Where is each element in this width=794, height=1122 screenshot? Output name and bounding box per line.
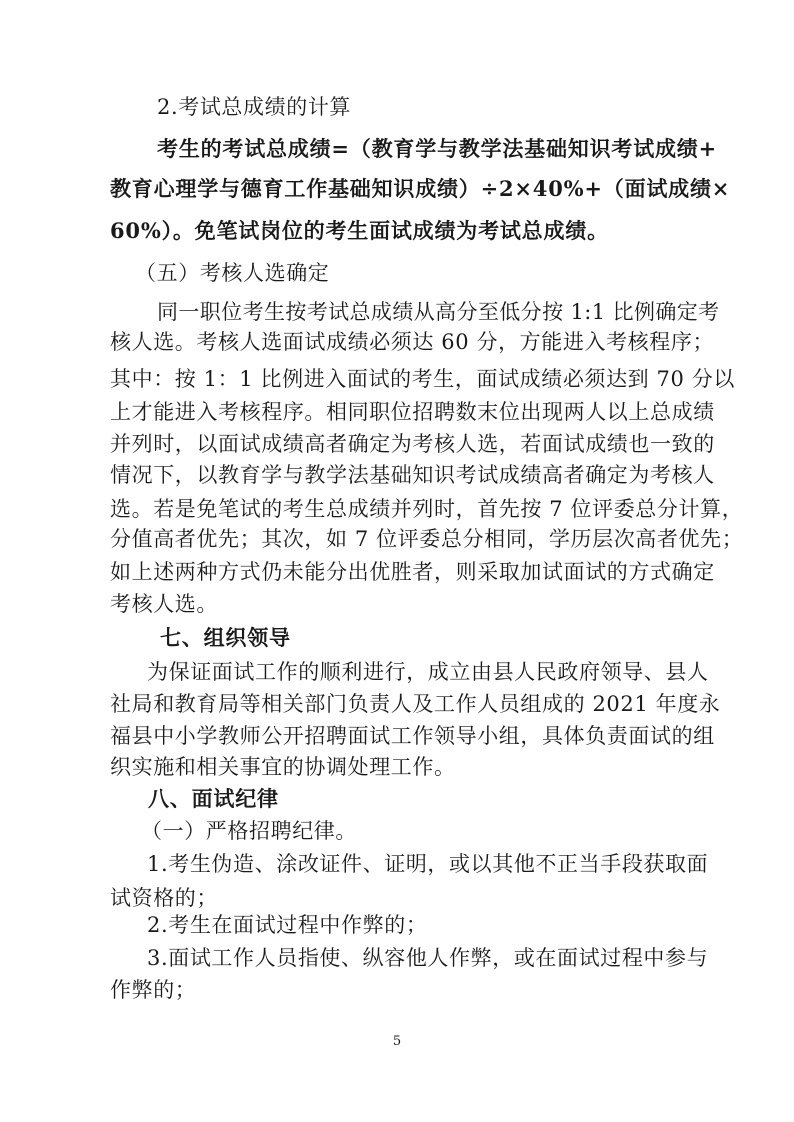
- candidates-line-7: 选。若是免笔试的考生总成绩并列时，首先按 7 位评委总分计算，: [110, 497, 744, 521]
- candidates-line-3: 其中：按 1：1 比例进入面试的考生，面试成绩必须达到 70 分以: [110, 367, 735, 391]
- org-line-4: 织实施和相关事宜的协调处理工作。: [110, 755, 456, 779]
- formula-line-3: 60%）。免笔试岗位的考生面试成绩为考试总成绩。: [110, 218, 609, 243]
- calc-heading: 2.考试总成绩的计算: [157, 95, 352, 119]
- org-line-2: 社局和教育局等相关部门负责人及工作人员组成的 2021 年度永: [110, 692, 721, 716]
- discipline-heading: 八、面试纪律: [148, 786, 279, 811]
- discipline-item-2: 2.考生在面试过程中作弊的；: [147, 913, 428, 937]
- formula-line-1: 考生的考试总成绩=（教育学与教学法基础知识考试成绩+: [157, 136, 717, 161]
- candidates-line-8: 分值高者优先；其次，如 7 位评委总分相同，学历层次高者优先；: [110, 527, 744, 551]
- candidates-line-5: 并列时，以面试成绩高者确定为考核人选，若面试成绩也一致的: [110, 432, 715, 456]
- candidates-line-2: 核人选。考核人选面试成绩必须达 60 分，方能进入考核程序；: [110, 330, 715, 354]
- discipline-item-1: 1.考生伪造、涂改证件、证明，或以其他不正当手段获取面: [147, 852, 709, 876]
- org-heading: 七、组织领导: [160, 625, 291, 650]
- discipline-item-1-cont: 试资格的；: [110, 886, 218, 910]
- org-line-3: 福县中小学教师公开招聘面试工作领导小组，具体负责面试的组: [110, 724, 715, 748]
- candidates-line-1: 同一职位考生按考试总成绩从高分至低分按 1:1 比例确定考: [157, 300, 720, 324]
- formula-line-2: 教育心理学与德育工作基础知识成绩）÷2×40%+（面试成绩×: [110, 176, 731, 201]
- org-line-1: 为保证面试工作的顺利进行，成立由县人民政府领导、县人: [147, 660, 709, 684]
- candidates-line-9: 如上述两种方式仍未能分出优胜者，则采取加试面试的方式确定: [110, 560, 715, 584]
- candidates-line-10: 考核人选。: [110, 592, 218, 616]
- candidates-heading: （五）考核人选确定: [135, 261, 330, 285]
- page-number: 5: [392, 1034, 402, 1049]
- discipline-subheading: （一）严格招聘纪律。: [141, 819, 357, 843]
- discipline-item-3-cont: 作弊的；: [110, 978, 197, 1002]
- candidates-line-6: 情况下，以教育学与教学法基础知识考试成绩高者确定为考核人: [110, 463, 715, 487]
- candidates-line-4: 上才能进入考核程序。相同职位招聘数末位出现两人以上总成绩: [110, 400, 715, 424]
- discipline-item-3: 3.面试工作人员指使、纵容他人作弊，或在面试过程中参与: [147, 946, 709, 970]
